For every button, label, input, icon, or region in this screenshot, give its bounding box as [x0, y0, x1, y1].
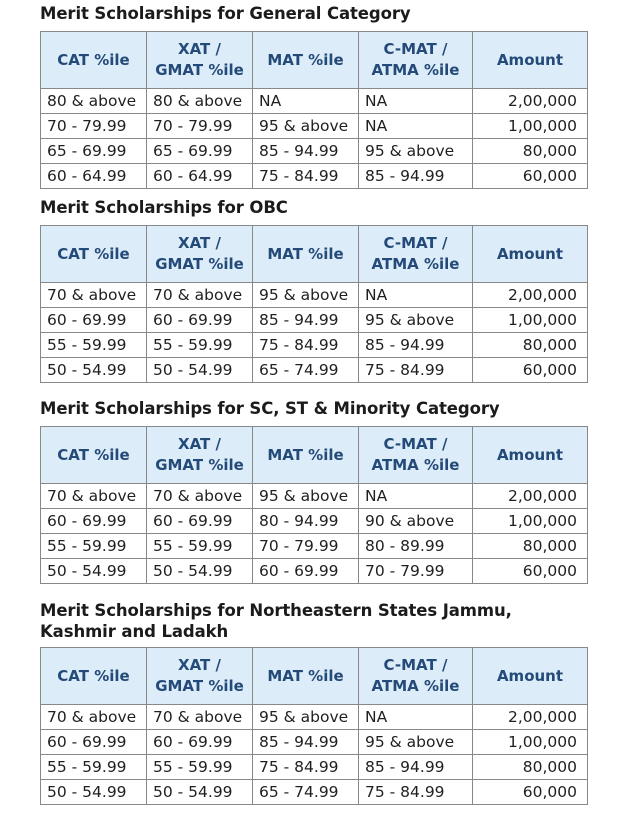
percentile-cell: 70 & above — [41, 484, 147, 509]
column-header-label: CAT %ile — [57, 244, 130, 263]
column-header-label: CAT %ile — [57, 666, 130, 685]
column-header-label: C-MAT / ATMA %ile — [371, 234, 460, 273]
column-header — [359, 32, 473, 89]
table-row — [41, 164, 588, 189]
column-header-label: XAT / GMAT %ile — [155, 234, 244, 273]
header-row — [41, 648, 588, 705]
column-header-label: MAT %ile — [267, 666, 344, 685]
percentile-cell: 70 - 79.99 — [253, 534, 359, 559]
percentile-cell: 65 - 74.99 — [253, 358, 359, 383]
percentile-cell: 55 - 59.99 — [147, 534, 253, 559]
percentile-cell: 80 & above — [147, 89, 253, 114]
percentile-cell: 60 - 69.99 — [41, 308, 147, 333]
percentile-cell: 80 - 94.99 — [253, 509, 359, 534]
percentile-cell: NA — [359, 89, 473, 114]
column-header-label: MAT %ile — [267, 50, 344, 69]
percentile-cell: 85 - 94.99 — [359, 755, 473, 780]
column-header — [147, 648, 253, 705]
percentile-cell: 55 - 59.99 — [147, 333, 253, 358]
table-row — [41, 308, 588, 333]
percentile-cell: NA — [359, 484, 473, 509]
column-header-label: CAT %ile — [57, 50, 130, 69]
table-row — [41, 484, 588, 509]
percentile-cell: NA — [359, 283, 473, 308]
column-header — [253, 648, 359, 705]
percentile-cell: NA — [359, 705, 473, 730]
percentile-cell: 70 - 79.99 — [147, 114, 253, 139]
column-header — [473, 32, 588, 89]
column-header-label: XAT / GMAT %ile — [155, 40, 244, 79]
percentile-cell: 95 & above — [359, 139, 473, 164]
table-row — [41, 139, 588, 164]
amount-cell: 60,000 — [473, 780, 588, 805]
table-row — [41, 114, 588, 139]
amount-cell: 80,000 — [473, 139, 588, 164]
percentile-cell: 60 - 69.99 — [253, 559, 359, 584]
amount-cell: 1,00,000 — [473, 114, 588, 139]
percentile-cell: 50 - 54.99 — [147, 559, 253, 584]
percentile-cell: 60 - 69.99 — [41, 509, 147, 534]
column-header-label: MAT %ile — [267, 244, 344, 263]
percentile-cell: 50 - 54.99 — [147, 358, 253, 383]
percentile-cell: 95 & above — [253, 114, 359, 139]
percentile-cell: 70 & above — [147, 484, 253, 509]
column-header-label: C-MAT / ATMA %ile — [371, 40, 460, 79]
percentile-cell: NA — [359, 114, 473, 139]
percentile-cell: 65 - 74.99 — [253, 780, 359, 805]
column-header-label: XAT / GMAT %ile — [155, 656, 244, 695]
amount-cell: 60,000 — [473, 559, 588, 584]
percentile-cell: 60 - 64.99 — [41, 164, 147, 189]
section-obc — [40, 197, 587, 383]
percentile-cell: 75 - 84.99 — [253, 755, 359, 780]
percentile-cell: 60 - 69.99 — [147, 509, 253, 534]
table-row — [41, 358, 588, 383]
percentile-cell: 95 & above — [253, 484, 359, 509]
percentile-cell: 55 - 59.99 — [41, 755, 147, 780]
percentile-cell: 85 - 94.99 — [253, 308, 359, 333]
percentile-cell: 60 - 69.99 — [147, 308, 253, 333]
percentile-cell: 65 - 69.99 — [147, 139, 253, 164]
amount-cell: 1,00,000 — [473, 308, 588, 333]
column-header-label: MAT %ile — [267, 445, 344, 464]
amount-cell: 2,00,000 — [473, 705, 588, 730]
amount-cell: 1,00,000 — [473, 730, 588, 755]
table-row — [41, 559, 588, 584]
column-header-label: CAT %ile — [57, 445, 130, 464]
amount-cell: 60,000 — [473, 358, 588, 383]
header-row — [41, 226, 588, 283]
amount-cell: 2,00,000 — [473, 89, 588, 114]
column-header-label: C-MAT / ATMA %ile — [371, 435, 460, 474]
percentile-cell: 50 - 54.99 — [41, 559, 147, 584]
percentile-cell: 65 - 69.99 — [41, 139, 147, 164]
column-header — [253, 427, 359, 484]
amount-cell: 2,00,000 — [473, 283, 588, 308]
amount-cell: 80,000 — [473, 333, 588, 358]
column-header-label: Amount — [496, 445, 564, 464]
section-northeastern-jk-ladakh — [40, 600, 587, 805]
percentile-cell: 55 - 59.99 — [41, 333, 147, 358]
column-header — [41, 427, 147, 484]
percentile-cell: 70 - 79.99 — [359, 559, 473, 584]
percentile-cell: 85 - 94.99 — [253, 139, 359, 164]
percentile-cell: 80 - 89.99 — [359, 534, 473, 559]
percentile-cell: 60 - 69.99 — [147, 730, 253, 755]
header-row — [41, 32, 588, 89]
percentile-cell: NA — [253, 89, 359, 114]
section-title: Merit Scholarships for Northeastern States Jammu, Kashmir and Ladakh — [40, 601, 512, 641]
table-row — [41, 89, 588, 114]
percentile-cell: 70 & above — [147, 283, 253, 308]
percentile-cell: 85 - 94.99 — [359, 333, 473, 358]
percentile-cell: 95 & above — [253, 283, 359, 308]
percentile-cell: 55 - 59.99 — [41, 534, 147, 559]
table-row — [41, 534, 588, 559]
percentile-cell: 75 - 84.99 — [253, 164, 359, 189]
scholarship-table — [40, 31, 588, 189]
percentile-cell: 50 - 54.99 — [41, 358, 147, 383]
amount-cell: 60,000 — [473, 164, 588, 189]
percentile-cell: 50 - 54.99 — [147, 780, 253, 805]
percentile-cell: 60 - 69.99 — [41, 730, 147, 755]
column-header — [147, 427, 253, 484]
table-row — [41, 705, 588, 730]
column-header-label: Amount — [496, 244, 564, 263]
section-title: Merit Scholarships for General Category — [40, 4, 411, 23]
amount-cell: 80,000 — [473, 755, 588, 780]
amount-cell: 80,000 — [473, 534, 588, 559]
percentile-cell: 70 & above — [41, 705, 147, 730]
column-header — [147, 32, 253, 89]
percentile-cell: 75 - 84.99 — [253, 333, 359, 358]
column-header — [473, 427, 588, 484]
table-row — [41, 755, 588, 780]
percentile-cell: 70 - 79.99 — [41, 114, 147, 139]
column-header-label: Amount — [496, 666, 564, 685]
percentile-cell: 80 & above — [41, 89, 147, 114]
percentile-cell: 50 - 54.99 — [41, 780, 147, 805]
column-header — [147, 226, 253, 283]
column-header — [41, 648, 147, 705]
amount-cell: 1,00,000 — [473, 509, 588, 534]
percentile-cell: 55 - 59.99 — [147, 755, 253, 780]
percentile-cell: 75 - 84.99 — [359, 358, 473, 383]
section-title: Merit Scholarships for OBC — [40, 198, 288, 217]
percentile-cell: 75 - 84.99 — [359, 780, 473, 805]
table-row — [41, 283, 588, 308]
table-row — [41, 730, 588, 755]
scholarship-table — [40, 426, 588, 584]
column-header — [359, 427, 473, 484]
column-header — [473, 648, 588, 705]
section-sc-st-minority — [40, 398, 587, 584]
table-row — [41, 333, 588, 358]
column-header-label: C-MAT / ATMA %ile — [371, 656, 460, 695]
column-header — [359, 648, 473, 705]
column-header-label: Amount — [496, 50, 564, 69]
column-header — [253, 226, 359, 283]
percentile-cell: 95 & above — [359, 308, 473, 333]
column-header — [359, 226, 473, 283]
percentile-cell: 95 & above — [359, 730, 473, 755]
percentile-cell: 90 & above — [359, 509, 473, 534]
section-general-category — [40, 3, 587, 189]
table-row — [41, 509, 588, 534]
column-header — [41, 226, 147, 283]
table-row — [41, 780, 588, 805]
column-header — [41, 32, 147, 89]
percentile-cell: 60 - 64.99 — [147, 164, 253, 189]
percentile-cell: 95 & above — [253, 705, 359, 730]
scholarship-table — [40, 225, 588, 383]
percentile-cell: 85 - 94.99 — [359, 164, 473, 189]
header-row — [41, 427, 588, 484]
percentile-cell: 85 - 94.99 — [253, 730, 359, 755]
scholarship-table — [40, 647, 588, 805]
amount-cell: 2,00,000 — [473, 484, 588, 509]
column-header-label: XAT / GMAT %ile — [155, 435, 244, 474]
section-title: Merit Scholarships for SC, ST & Minority Category — [40, 399, 500, 418]
column-header — [253, 32, 359, 89]
percentile-cell: 70 & above — [147, 705, 253, 730]
percentile-cell: 70 & above — [41, 283, 147, 308]
column-header — [473, 226, 588, 283]
